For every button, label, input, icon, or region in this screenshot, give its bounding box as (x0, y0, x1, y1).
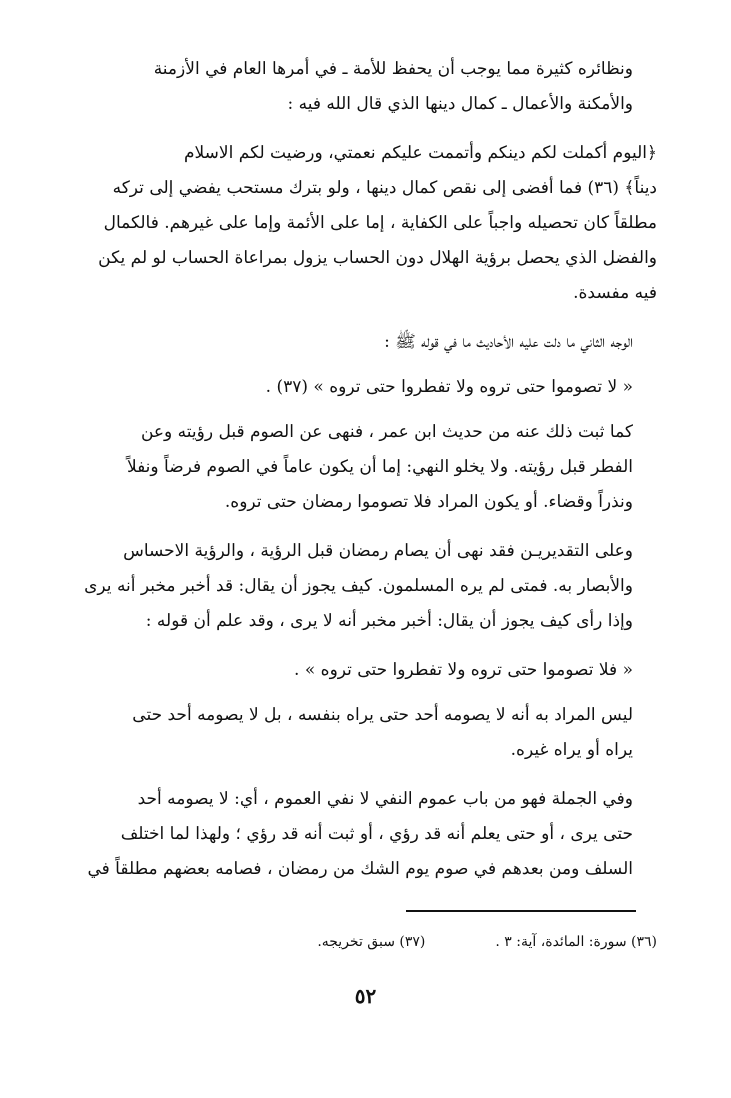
text-line: ﴿اليوم أكملت لكم دينكم وأتممت عليكم نعمتي، ورضيت لكم الاسلام (184, 143, 657, 163)
text-line: يراه أو يراه غيره. (510, 740, 633, 760)
text-line: ديناً﴾ (٣٦) فما أفضى إلى نقص كمال دينها ، ولو بترك مستحب يفضي إلى تركه (112, 178, 657, 198)
paragraph (72, 370, 657, 405)
text-line: مطلقاً كان تحصيله واجباً على الكفاية ، إما على الأئمة وإما على غيرهم. فالكمال (103, 213, 657, 233)
footnote-separator (406, 910, 636, 912)
text-line: حتى يرى ، أو حتى يعلم أنه قد رؤي ، أو ثبت أنه قد رؤي ؛ ولهذا لما اختلف (120, 824, 633, 844)
paragraph (72, 653, 657, 688)
footnote-36: (٣٦) سورة: المائدة، آية: ٣ . (495, 934, 657, 950)
paragraph (72, 325, 657, 360)
text-line: وإذا رأى كيف يجوز أن يقال: أخبر مخبر أنه لا يرى ، وقد علم أن قوله : (145, 611, 633, 631)
paragraph (72, 534, 657, 639)
text-line: « فلا تصوموا حتى تروه ولا تفطروا حتى تروه » . (294, 660, 633, 680)
text-line: ونظائره كثيرة مما يوجب أن يحفظ للأمة ـ في أمرها العام في الأزمنة (153, 59, 633, 79)
text-line: كما ثبت ذلك عنه من حديث ابن عمر ، فنهى عن الصوم قبل رؤيته وعن (140, 422, 633, 442)
paragraph (72, 52, 657, 122)
paragraph (72, 782, 657, 887)
text-line: ونذراً وقضاء. أو يكون المراد فلا تصوموا رمضان حتى تروه. (224, 492, 633, 512)
text-line: والأمكنة والأعمال ـ كمال دينها الذي قال الله فيه : (287, 94, 633, 114)
paragraph (72, 415, 657, 520)
text-line: الوجه الثاني ما دلت عليه الأحاديث ما في قوله ﷺ : (384, 332, 633, 352)
text-line: والأبصار به. فمتى لم يره المسلمون. كيف يجوز أن يقال: قد أخبر مخبر أنه يرى (84, 576, 633, 596)
paragraph (72, 136, 657, 311)
footnote-37: (٣٧) سبق تخريجه. (317, 934, 426, 950)
text-line: ليس المراد به أنه لا يصومه أحد حتى يراه بنفسه ، بل لا يصومه أحد حتى (132, 705, 633, 725)
text-line: وفي الجملة فهو من باب عموم النفي لا نفي العموم ، أي: لا يصومه أحد (137, 789, 633, 809)
text-line: السلف ومن بعدهم في صوم يوم الشك من رمضان ، فصامه بعضهم مطلقاً في (87, 859, 633, 879)
text-line: الفطر قبل رؤيته. ولا يخلو النهي: إما أن يكون عاماً في الصوم فرضاً ونفلاً (126, 457, 633, 477)
main-text-body (72, 52, 657, 901)
text-line: « لا تصوموا حتى تروه ولا تفطروا حتى تروه » (٣٧) . (265, 377, 633, 397)
text-line: فيه مفسدة. (573, 283, 657, 303)
page-number: ٥٢ (354, 984, 377, 1008)
paragraph (72, 698, 657, 768)
text-line: والفضل الذي يحصل برؤية الهلال دون الحساب يزول بمراعاة الحساب لو لم يكن (98, 248, 657, 268)
text-line: وعلى التقديريـن فقد نهى أن يصام رمضان قبل الرؤية ، والرؤية الاحساس (123, 541, 633, 561)
footnotes (317, 930, 657, 954)
